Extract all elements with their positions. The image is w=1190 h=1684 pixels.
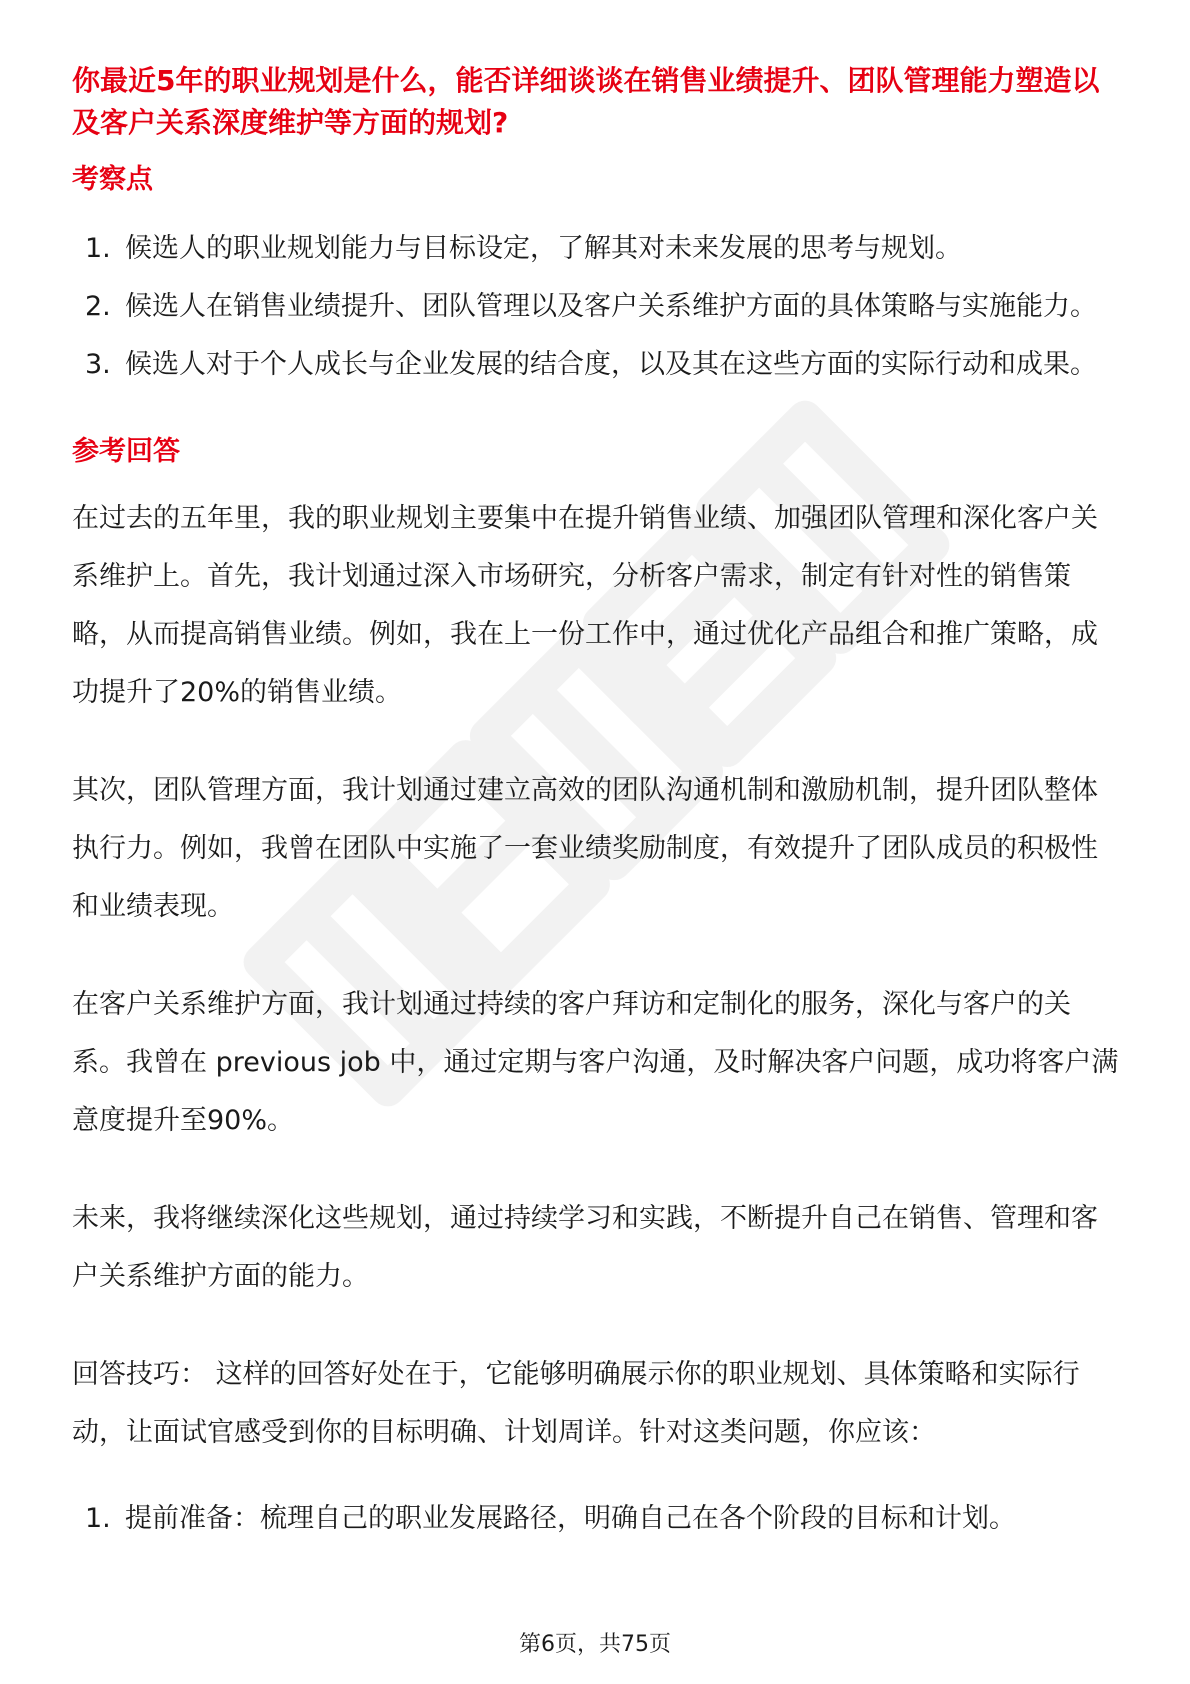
question-title: 你最近5年的职业规划是什么，能否详细谈谈在销售业绩提升、团队管理能力塑造以及客户关系深度维护等方面的规划?	[72, 64, 1100, 139]
page-content	[72, 60, 1122, 1548]
list-item	[72, 1490, 1122, 1548]
list-item	[72, 278, 1122, 336]
list-item-text: 候选人的职业规划能力与目标设定，了解其对未来发展的思考与规划。	[125, 233, 962, 264]
answer-tips-intro: 回答技巧： 这样的回答好处在于，它能够明确展示你的职业规划、具体策略和实际行动，让面试官感受到你的目标明确、计划周详。针对这类问题，你应该：	[72, 1359, 1080, 1448]
list-item-text: 提前准备：梳理自己的职业发展路径，明确自己在各个阶段的目标和计划。	[125, 1503, 1016, 1534]
list-item-number: 1.	[85, 233, 111, 264]
tips-list	[72, 1490, 1122, 1548]
list-item-number: 3.	[85, 349, 111, 380]
assessment-heading: 考察点	[72, 164, 153, 195]
answer-paragraph: 在过去的五年里，我的职业规划主要集中在提升销售业绩、加强团队管理和深化客户关系维护上。首先，我计划通过深入市场研究，分析客户需求，制定有针对性的销售策略，从而提高销售业绩。例如，我在上一份工作中，通过优化产品组合和推广策略，成功提升了20%的销售业绩。	[72, 503, 1098, 708]
list-item-number: 2.	[85, 291, 111, 322]
list-item	[72, 336, 1122, 394]
list-item-text: 候选人在销售业绩提升、团队管理以及客户关系维护方面的具体策略与实施能力。	[125, 291, 1097, 322]
answer-paragraph: 在客户关系维护方面，我计划通过持续的客户拜访和定制化的服务，深化与客户的关系。我曾在 previous job 中，通过定期与客户沟通，及时解决客户问题，成功将客户满意度提升至90%。	[72, 989, 1119, 1136]
answer-paragraph: 未来，我将继续深化这些规划，通过持续学习和实践，不断提升自己在销售、管理和客户关系维护方面的能力。	[72, 1203, 1098, 1292]
list-item-number: 1.	[85, 1503, 111, 1534]
list-item-text: 候选人对于个人成长与企业发展的结合度，以及其在这些方面的实际行动和成果。	[125, 349, 1097, 380]
answer-heading: 参考回答	[72, 436, 180, 467]
assessment-list	[72, 220, 1122, 394]
answer-paragraph: 其次，团队管理方面，我计划通过建立高效的团队沟通机制和激励机制，提升团队整体执行力。例如，我曾在团队中实施了一套业绩奖励制度，有效提升了团队成员的积极性和业绩表现。	[72, 775, 1098, 922]
page-footer: 第6页，共75页	[519, 1632, 671, 1657]
list-item	[72, 220, 1122, 278]
